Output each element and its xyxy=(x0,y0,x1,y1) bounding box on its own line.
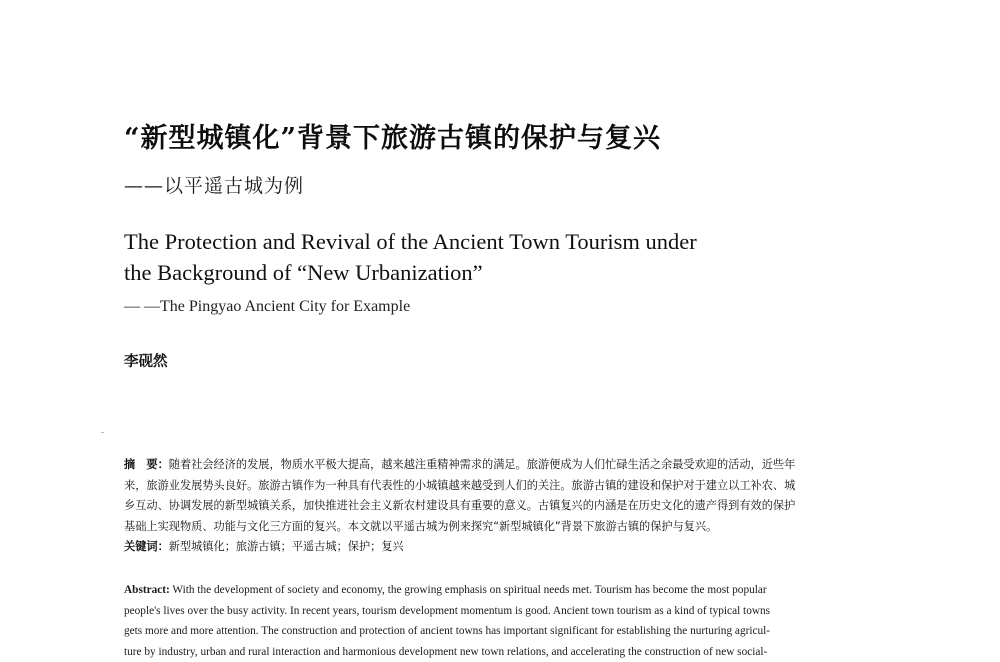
title-en-line: The Protection and Revival of the Ancient Town Tourism under xyxy=(124,226,697,257)
abstract-cn-label: 摘 要： xyxy=(124,458,169,471)
abstract-en-line xyxy=(124,580,914,601)
paper-subtitle-en: — —The Pingyao Ancient City for Example xyxy=(124,298,410,316)
abstract-cn-line: 来，旅游业发展势头良好。旅游古镇作为一种具有代表性的小城镇越来越受到人们的关注。旅游古镇的建设和保护对于建立以工补农、城 xyxy=(124,476,924,497)
keywords-text: 新型城镇化；旅游古镇；平遥古城；保护；复兴 xyxy=(169,540,404,553)
paper-title-cn: “新型城镇化”背景下旅游古镇的保护与复兴 xyxy=(124,116,661,155)
abstract-cn-line: 乡互动、协调发展的新型城镇关系，加快推进社会主义新农村建设具有重要的意义。古镇复兴的内涵是在历史文化的遗产得到有效的保护 xyxy=(124,496,924,517)
author-name: 李砚然 xyxy=(124,350,168,371)
abstract-en-line: people's lives over the busy activity. In recent years, tourism development momentum is good. Ancient town tourism as a kind of typical towns xyxy=(124,601,914,622)
abstract-en-line: gets more and more attention. The construction and protection of ancient towns has important significant for establishing the nurturing agricul- xyxy=(124,621,914,642)
keywords-line xyxy=(124,537,924,558)
paper-subtitle-cn: ——以平遥古城为例 xyxy=(124,171,304,198)
abstract-en-text: With the development of society and economy, the growing emphasis on spiritual needs met. Tourism has become the most popular xyxy=(170,584,767,596)
margin-mark xyxy=(101,432,104,433)
abstract-en-line: ture by industry, urban and rural interaction and harmonious development new town relations, and accelerating the construction of new social- xyxy=(124,642,914,662)
abstract-cn-text: 随着社会经济的发展，物质水平极大提高，越来越注重精神需求的满足。旅游便成为人们忙碌生活之余最受欢迎的活动，近些年 xyxy=(169,458,796,471)
abstract-cn xyxy=(124,455,924,558)
abstract-en-label: Abstract: xyxy=(124,584,170,596)
paper-title-en xyxy=(124,226,697,288)
abstract-cn-line: 基础上实现物质、功能与文化三方面的复兴。本文就以平遥古城为例来探究“新型城镇化”背景下旅游古镇的保护与复兴。 xyxy=(124,517,924,538)
abstract-en xyxy=(124,580,914,662)
abstract-cn-line xyxy=(124,455,924,476)
keywords-label: 关键词： xyxy=(124,540,169,553)
title-en-line: the Background of “New Urbanization” xyxy=(124,257,697,288)
